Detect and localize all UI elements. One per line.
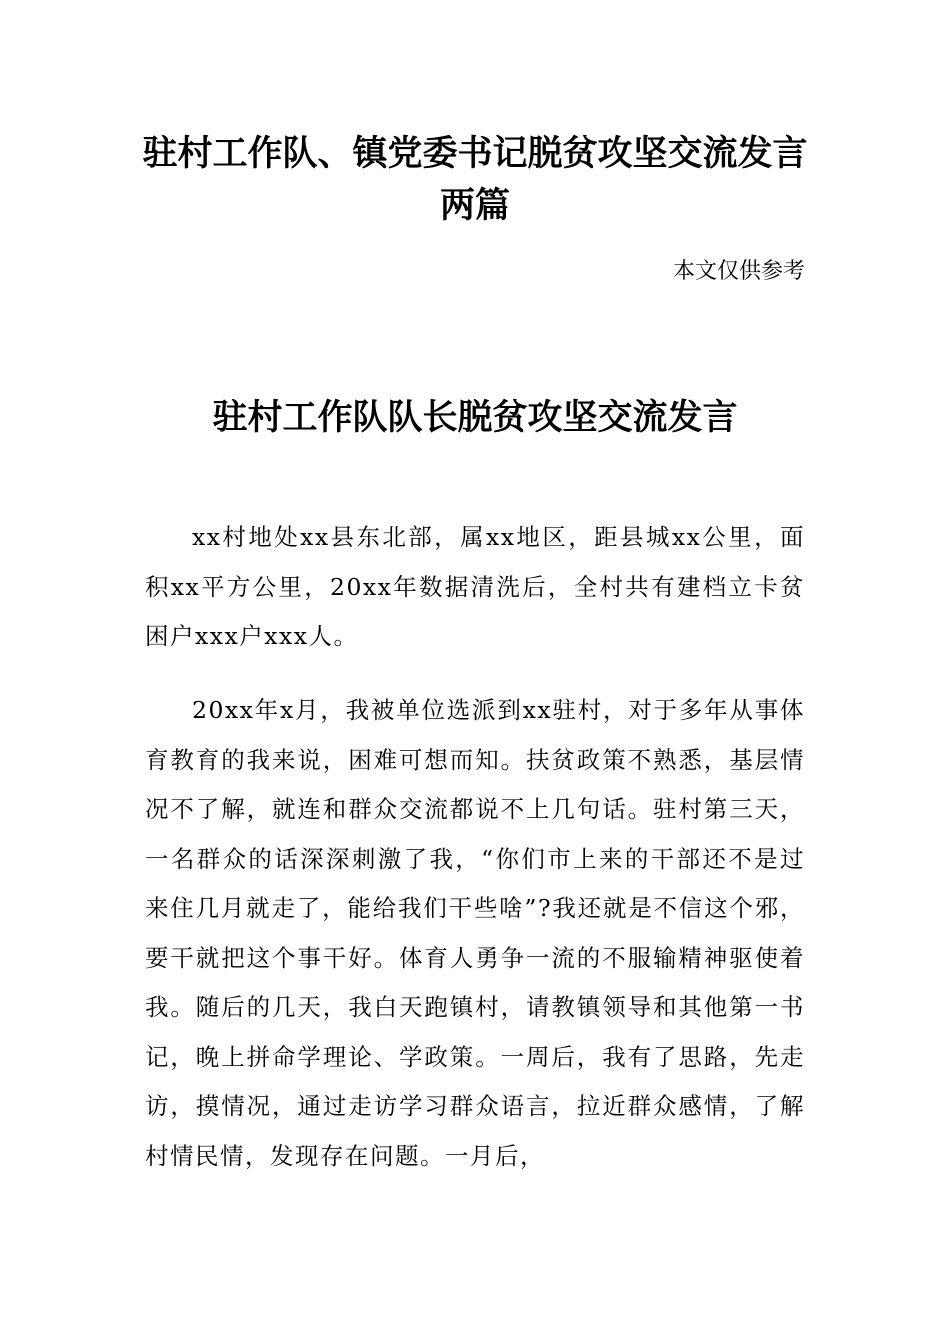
- section-title: 驻村工作队队长脱贫攻坚交流发言: [212, 397, 738, 438]
- paragraph: xx村地处xx县东北部，属xx地区，距县城xx公里，面积xx平方公里，20xx年数据清洗后，全村共有建档立卡贫困户xxx户xxx人。: [145, 523, 805, 650]
- paragraph: 20xx年x月，我被单位选派到xx驻村，对于多年从事体育教育的我来说，困难可想而知。扶贫政策不熟悉，基层情况不了解，就连和群众交流都说不上几句话。驻村第三天，一名群众的话深深刺激了我，“你们市上来的干部还不是过来住几月就走了，能给我们干些啥”?我还就是不信这个邪，要干就把这个事干好。体育人勇争一流的不服输精神驱使着我。随后的几天，我白天跑镇村，请教镇领导和其他第一书记，晚上拼命学理论、学政策。一周后，我有了思路，先走访，摸情况，通过走访学习群众语言，拉近群众感情，了解村情民情，发现存在问题。一月后，: [145, 696, 805, 1170]
- reference-note: 本文仅供参考: [672, 259, 805, 284]
- document-title: 驻村工作队、镇党委书记脱贫攻坚交流发言两篇: [142, 133, 808, 226]
